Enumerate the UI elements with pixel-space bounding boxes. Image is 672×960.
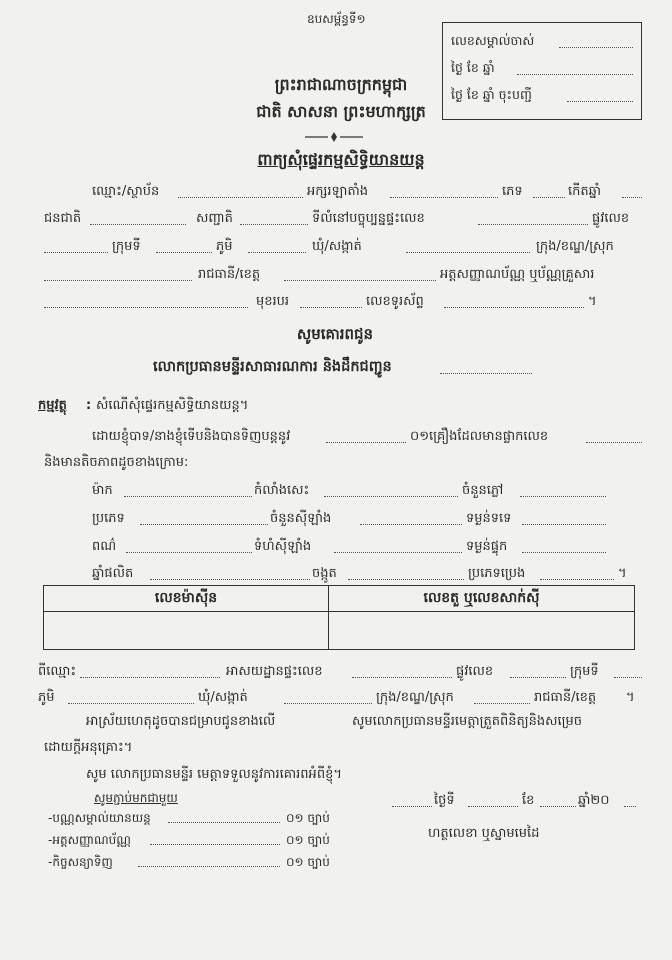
attachment-dots xyxy=(150,844,280,845)
date-field[interactable] xyxy=(517,74,633,75)
engine-number-header: លេខម៉ាស៊ីន xyxy=(44,586,329,612)
prev-village-label: ភូមិ xyxy=(38,690,55,705)
occupation-field[interactable] xyxy=(300,307,362,308)
prev-address-field[interactable] xyxy=(352,677,452,678)
closing-reason-c: ដោយក្ដីអនុគ្រោះ។ xyxy=(44,740,133,755)
spec-intro: និងមានតិចភាពដូចខាងក្រោម: xyxy=(44,455,189,470)
from-name-label: ពីឈ្មោះ xyxy=(38,664,77,679)
color-field[interactable] xyxy=(126,552,252,553)
sex-field[interactable] xyxy=(533,197,565,198)
prev-end-mark: ។ xyxy=(626,690,635,705)
national-motto: ជាតិ សាសនា ព្រះមហាក្សត្រ xyxy=(256,102,426,121)
chassis-number-header: លេខតួ ឬលេខសាក់ស៊ី xyxy=(329,586,635,612)
sign-day-field[interactable] xyxy=(468,806,518,807)
province-label: រាជធានី/ខេត្ត xyxy=(198,267,261,282)
empty-weight-field[interactable] xyxy=(522,524,606,525)
prev-commune-field[interactable] xyxy=(284,703,372,704)
color-label: ពណ៌ xyxy=(92,539,117,554)
wheels-field[interactable] xyxy=(520,496,606,497)
cylinders-field[interactable] xyxy=(360,524,462,525)
fuel-label: ប្រភេទប្រេង xyxy=(468,566,526,581)
attachment-qty: ០១ ច្បាប់ xyxy=(286,855,330,869)
street-label: ផ្លូវលេខ xyxy=(592,211,630,226)
sign-month-label: ខែ xyxy=(522,793,535,808)
sign-day-prefix-field[interactable] xyxy=(392,806,432,807)
occupation-label: មុខរបរ xyxy=(256,294,290,309)
village-field[interactable] xyxy=(248,252,306,253)
chassis-number-cell[interactable] xyxy=(329,612,635,650)
group-field[interactable] xyxy=(156,252,212,253)
old-id-label: លេខសម្គាល់ចាស់ xyxy=(451,33,535,48)
district-field[interactable] xyxy=(44,280,192,281)
type-field[interactable] xyxy=(140,524,268,525)
birth-year-field[interactable] xyxy=(622,197,642,198)
latin-name-label: អក្សរឡាតាំង xyxy=(307,184,369,199)
phone-field[interactable] xyxy=(444,307,584,308)
engine-chassis-table xyxy=(43,585,635,650)
registration-date-field[interactable] xyxy=(567,101,633,102)
recipient-field[interactable] xyxy=(440,373,532,374)
signature-label: ហត្ថលេខា ឬស្នាមមេដៃ xyxy=(428,826,540,841)
wheels-label: ចំនួនភ្លៅ xyxy=(462,483,504,498)
prev-province-label: រាជធានី/ខេត្ត xyxy=(534,690,597,705)
recipient-title: លោកប្រធានមន្ទីរសាធារណការ និងដឹកជញ្ជូន xyxy=(153,359,392,375)
attachment-qty: ០១ ច្បាប់ xyxy=(286,833,330,847)
ethnicity-label: ជនជាតិ xyxy=(44,211,82,226)
date-label: ថ្ងៃ ខែ ឆ្នាំ xyxy=(451,60,495,75)
id-card-label: អត្តសញ្ញាណប័ណ្ណ ឬប័ណ្ណគ្រួសារ xyxy=(440,267,595,282)
fuel-field[interactable] xyxy=(540,579,614,580)
attachment-dots xyxy=(138,866,280,867)
engine-number-cell[interactable] xyxy=(44,612,329,650)
type-label: ប្រភេទ xyxy=(92,511,125,526)
year-label: ឆ្នាំផលិត xyxy=(92,566,134,581)
closing-reason-b: សូមលោកប្រធានមន្ទីរមេត្តាត្រួតពិនិត្យនិងសម្រេច xyxy=(352,714,583,729)
subject-colon: : xyxy=(86,398,92,413)
prev-address-label: អាសយដ្ឋានផ្ទះលេខ xyxy=(226,664,323,679)
respect-heading: សូមគោរពជូន xyxy=(296,325,374,343)
prev-district-field[interactable] xyxy=(474,703,530,704)
phone-label: លេខទូរស័ព្ទ xyxy=(366,294,424,309)
name-field[interactable] xyxy=(178,197,303,198)
prev-commune-label: ឃុំ/សង្កាត់ xyxy=(198,690,248,705)
attachment-item-vehicle-card: -បណ្ណសម្គាល់យានយន្ត xyxy=(48,811,151,825)
commune-field[interactable] xyxy=(406,252,530,253)
plate-number-field[interactable] xyxy=(586,442,642,443)
ornament-divider-icon xyxy=(305,131,363,143)
name-label: ឈ្មោះ/ស្ថាប័ន xyxy=(92,184,160,199)
attachment-item-contract: -កិច្ចសន្យាទិញ xyxy=(48,855,113,869)
attachment-dots xyxy=(168,822,280,823)
kingdom-title: ព្រះរាជាណាចក្រកម្ពុជា xyxy=(274,75,408,94)
from-name-field[interactable] xyxy=(80,677,220,678)
nationality-field[interactable] xyxy=(240,224,308,225)
plate-text: ០១គ្រឿងដែលមានផ្លាកលេខ xyxy=(410,429,549,444)
loaded-weight-field[interactable] xyxy=(522,552,606,553)
province-field[interactable] xyxy=(284,280,436,281)
ethnicity-field[interactable] xyxy=(90,224,186,225)
steering-label: ចង្កូត xyxy=(312,566,337,581)
district-label: ក្រុង/ខណ្ឌ/ស្រុក xyxy=(536,239,614,254)
sex-label: ភេទ xyxy=(502,184,523,199)
horsepower-label: កំលាំងសេះ xyxy=(254,483,310,498)
birth-year-label: កើតឆ្នាំ xyxy=(568,184,602,199)
attachment-item-id-card: -អត្តសញ្ញាណប័ណ្ណ xyxy=(48,833,131,847)
brand-label: ម៉ាក xyxy=(92,483,113,498)
horsepower-field[interactable] xyxy=(324,496,458,497)
village-label: ភូមិ xyxy=(216,239,233,254)
old-id-field[interactable] xyxy=(559,47,633,48)
subject-label: កម្មវត្ថុ xyxy=(38,398,67,413)
form-title: ពាក្យសុំផ្ទេរកម្មសិទ្ធិយានយន្ត xyxy=(257,150,425,169)
sign-year-field[interactable] xyxy=(624,806,636,807)
sign-year-label: ឆ្នាំ២០ xyxy=(578,793,610,808)
group-label: ក្រុមទី xyxy=(112,239,141,254)
latin-name-field[interactable] xyxy=(390,197,498,198)
cylinders-label: ចំនួនស៊ីឡាំង xyxy=(270,511,332,526)
vehicle-end-mark: ។ xyxy=(618,566,627,581)
prev-group-field[interactable] xyxy=(614,677,642,678)
steering-field[interactable] xyxy=(348,579,464,580)
sign-month-field[interactable] xyxy=(540,806,576,807)
official-use-box xyxy=(442,22,642,120)
attachment-qty: ០១ ច្បាប់ xyxy=(286,811,330,825)
vehicle-kind-field[interactable] xyxy=(326,442,406,443)
prev-district-label: ក្រុង/ខណ្ឌ/ស្រុក xyxy=(376,690,454,705)
year-field[interactable] xyxy=(150,579,310,580)
cylinder-size-field[interactable] xyxy=(334,552,462,553)
prev-street-field[interactable] xyxy=(510,677,566,678)
prev-village-field[interactable] xyxy=(68,703,194,704)
annex-label: ឧបសម្ព័ន្ធទី១ xyxy=(307,12,366,26)
sign-day-label: ថ្ងៃទី xyxy=(434,793,455,808)
closing-reason-a: អាស្រ័យហេតុដូចបានជម្រាបជូនខាងលើ xyxy=(86,714,276,729)
attachments-heading: សូមភ្ជាប់មកជាមួយ xyxy=(94,791,178,805)
brand-field[interactable] xyxy=(124,496,252,497)
street-field[interactable] xyxy=(44,252,108,253)
empty-weight-label: ទម្ងន់ទទេ xyxy=(466,511,512,526)
closing-respect: សូម លោកប្រធានមន្ទីរ មេត្តាទទួលនូវការគោរពអំពីខ្ញុំ។ xyxy=(86,767,342,782)
id-card-field[interactable] xyxy=(44,307,248,308)
registration-date-label: ថ្ងៃ ខែ ឆ្នាំ ចុះបញ្ជី xyxy=(451,87,532,102)
loaded-weight-label: ទម្ងន់ផ្ទុក xyxy=(466,539,508,554)
subject-text: សំណើសុំផ្ទេរកម្មសិទ្ធិយានយន្ត។ xyxy=(96,398,249,413)
commune-label: ឃុំ/សង្កាត់ xyxy=(312,239,362,254)
cylinder-size-label: ទំហំស៊ីឡាំង xyxy=(254,539,312,554)
house-number-label: ទីលំនៅបច្ចុប្បន្នផ្ទះលេខ xyxy=(312,211,425,226)
nationality-label: សញ្ជាតិ xyxy=(196,211,233,226)
prev-group-label: ក្រុមទី xyxy=(570,664,599,679)
purchase-text: ដោយខ្ញុំបាទ/នាងខ្ញុំទើបនិងបានទិញបន្តនូវ xyxy=(92,429,291,444)
end-mark: ។ xyxy=(588,294,597,309)
prev-street-label: ផ្លូវលេខ xyxy=(456,664,494,679)
house-number-field[interactable] xyxy=(478,224,588,225)
